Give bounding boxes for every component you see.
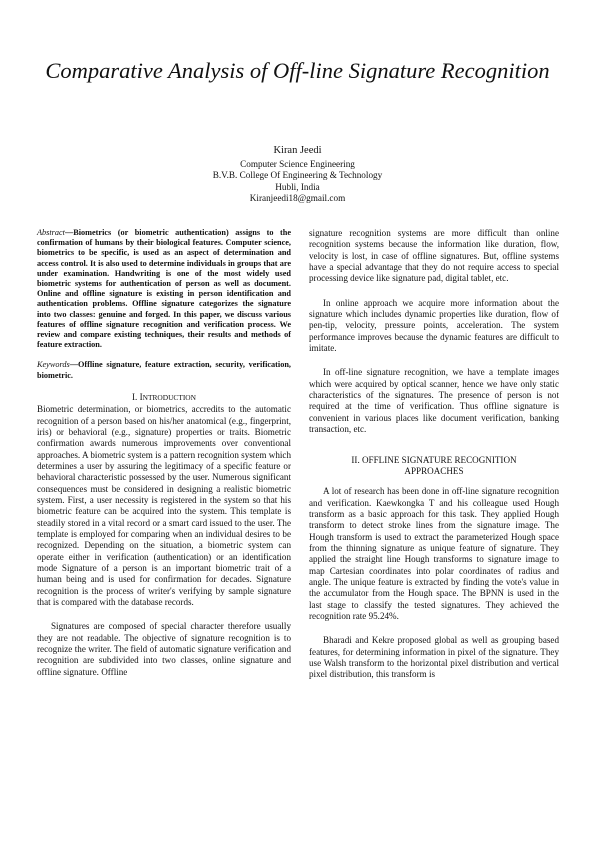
right-paragraph-2: In online approach we acquire more information about the signature which includes dynamic properties like duration, flow of pen-tip, velocity, pressure points, acceleration. The system performance improves because the dynamic features are difficult to imitate. xyxy=(309,297,559,354)
author-college: B.V.B. College Of Engineering & Technology xyxy=(212,170,383,181)
keywords-lead: Keywords xyxy=(37,360,70,370)
section-heading-offline-approaches: II. OFFLINE SIGNATURE RECOGNITION APPROACHES xyxy=(351,454,517,476)
author-email: Kiranjeedi18@gmail.com xyxy=(249,193,346,204)
author-department: Computer Science Engineering xyxy=(240,158,355,169)
abstract xyxy=(37,228,291,350)
right-paragraph-3: In off-line signature recognition, we have a template images which were acquired by optical scanner, hence we have only static characteristics of the signatures. The presence of person is not required at the time of verification. Thus offline signature is convenient in various places like document verification, banking transaction, etc. xyxy=(309,367,559,435)
paper-title: Comparative Analysis of Off-line Signature Recognition xyxy=(45,58,550,83)
right-column xyxy=(309,228,559,681)
keywords xyxy=(37,360,291,380)
abstract-lead: Abstract xyxy=(37,228,65,237)
right-paragraph-1: signature recognition systems are more difficult than online recognition systems because the information like duration, flow, velocity is lost, in case of offline signatures. But, offline systems have a special advantage that they do not require access to special processing device like signature pad, digital tablet, etc. xyxy=(309,228,559,284)
left-column xyxy=(37,228,291,678)
author-block xyxy=(100,145,495,205)
intro-paragraph-1: Biometric determination, or biometrics, accredits to the automatic recognition of a person based on his/her anatomical (e.g., fingerprint, iris) or behavioral (e.g., signature) properties or traits. Biometric confirmation awards numerous improvements over conventional approaches. A biometric system is a pattern recognition system which determines a user by assuring the legitimacy of a specific feature or behavioral characteristic possessed by the user. Numerous significant consequences must be considered in designing a realistic biometric system. First, a user necessity is registered in the system so that his biometric feature can be acquired into the system. This template is steadily stored in a vital record or a smart card issued to the user. The template is employed for comparing when an individual desires to be recognized. Depending on the situation, a biometric system can operate either in verification (authentication) or an identification mode Signature of a person is an important biometric trait of a human being and is used for confirmation for decades. Signature recognition is the process of writer's verifying by sample signature that is compared with the database records. xyxy=(37,404,291,608)
approaches-paragraph-2: Bharadi and Kekre proposed global as well as grouping based features, for determining information in pixel of the signature. They use Walsh transform to the horizontal pixel distribution and vertical pixel distribution, this transform is xyxy=(309,635,559,680)
approaches-paragraph-1: A lot of research has been done in off-line signature recognition and verification. Kaewkongka T and his colleague used Hough transform as a basic approach for this task. They applied Hough transform to detect stroke lines from the signature image. The Hough transform is used to extract the parameterized Hough space from the thinning signature as unique feature of signature. They applied the straight line Hough transforms to signature image to map Cartesian coordinates into polar coordinates of radius and angle. The unique feature is extracted by finding the vote's value in the accumulator from the Hough space. The BPNN is used in the last stage to classify the tested signatures. They achieved the recognition rate 95.24%. xyxy=(309,486,559,621)
author-city: Hubli, India xyxy=(275,181,320,192)
abstract-text: —Biometrics (or biometric authentication) assigns to the confirmation of humans by their biological features. Computer science, biometrics to be specific, is used as an aspect of determination and access control. It is also used to determine individuals in groups that are under examination. Handwriting is one of the most widely used biometric systems for authentication of person as well as document. Online and offline signature is existing in person identification and authentication problems. Offline signature categorizes the signature into two classes: genuine and forged. In this paper, we discuss various features of offline signature recognition and verification process. We review and compare existing techniques, their results and methods of feature extraction. xyxy=(37,228,291,350)
intro-paragraph-2: Signatures are composed of special character therefore usually they are not readable. The objective of signature recognition is to recognize the writer. The field of automatic signature verification and recognition are subdivided into two classes, online signature and offline signature. Offline xyxy=(37,621,291,677)
author-name: Kiran Jeedi xyxy=(273,145,322,156)
keywords-text: —Offline signature, feature extraction, security, verification, biometric. xyxy=(37,360,291,380)
section-heading-introduction: I. INTRODUCTION xyxy=(132,391,196,402)
